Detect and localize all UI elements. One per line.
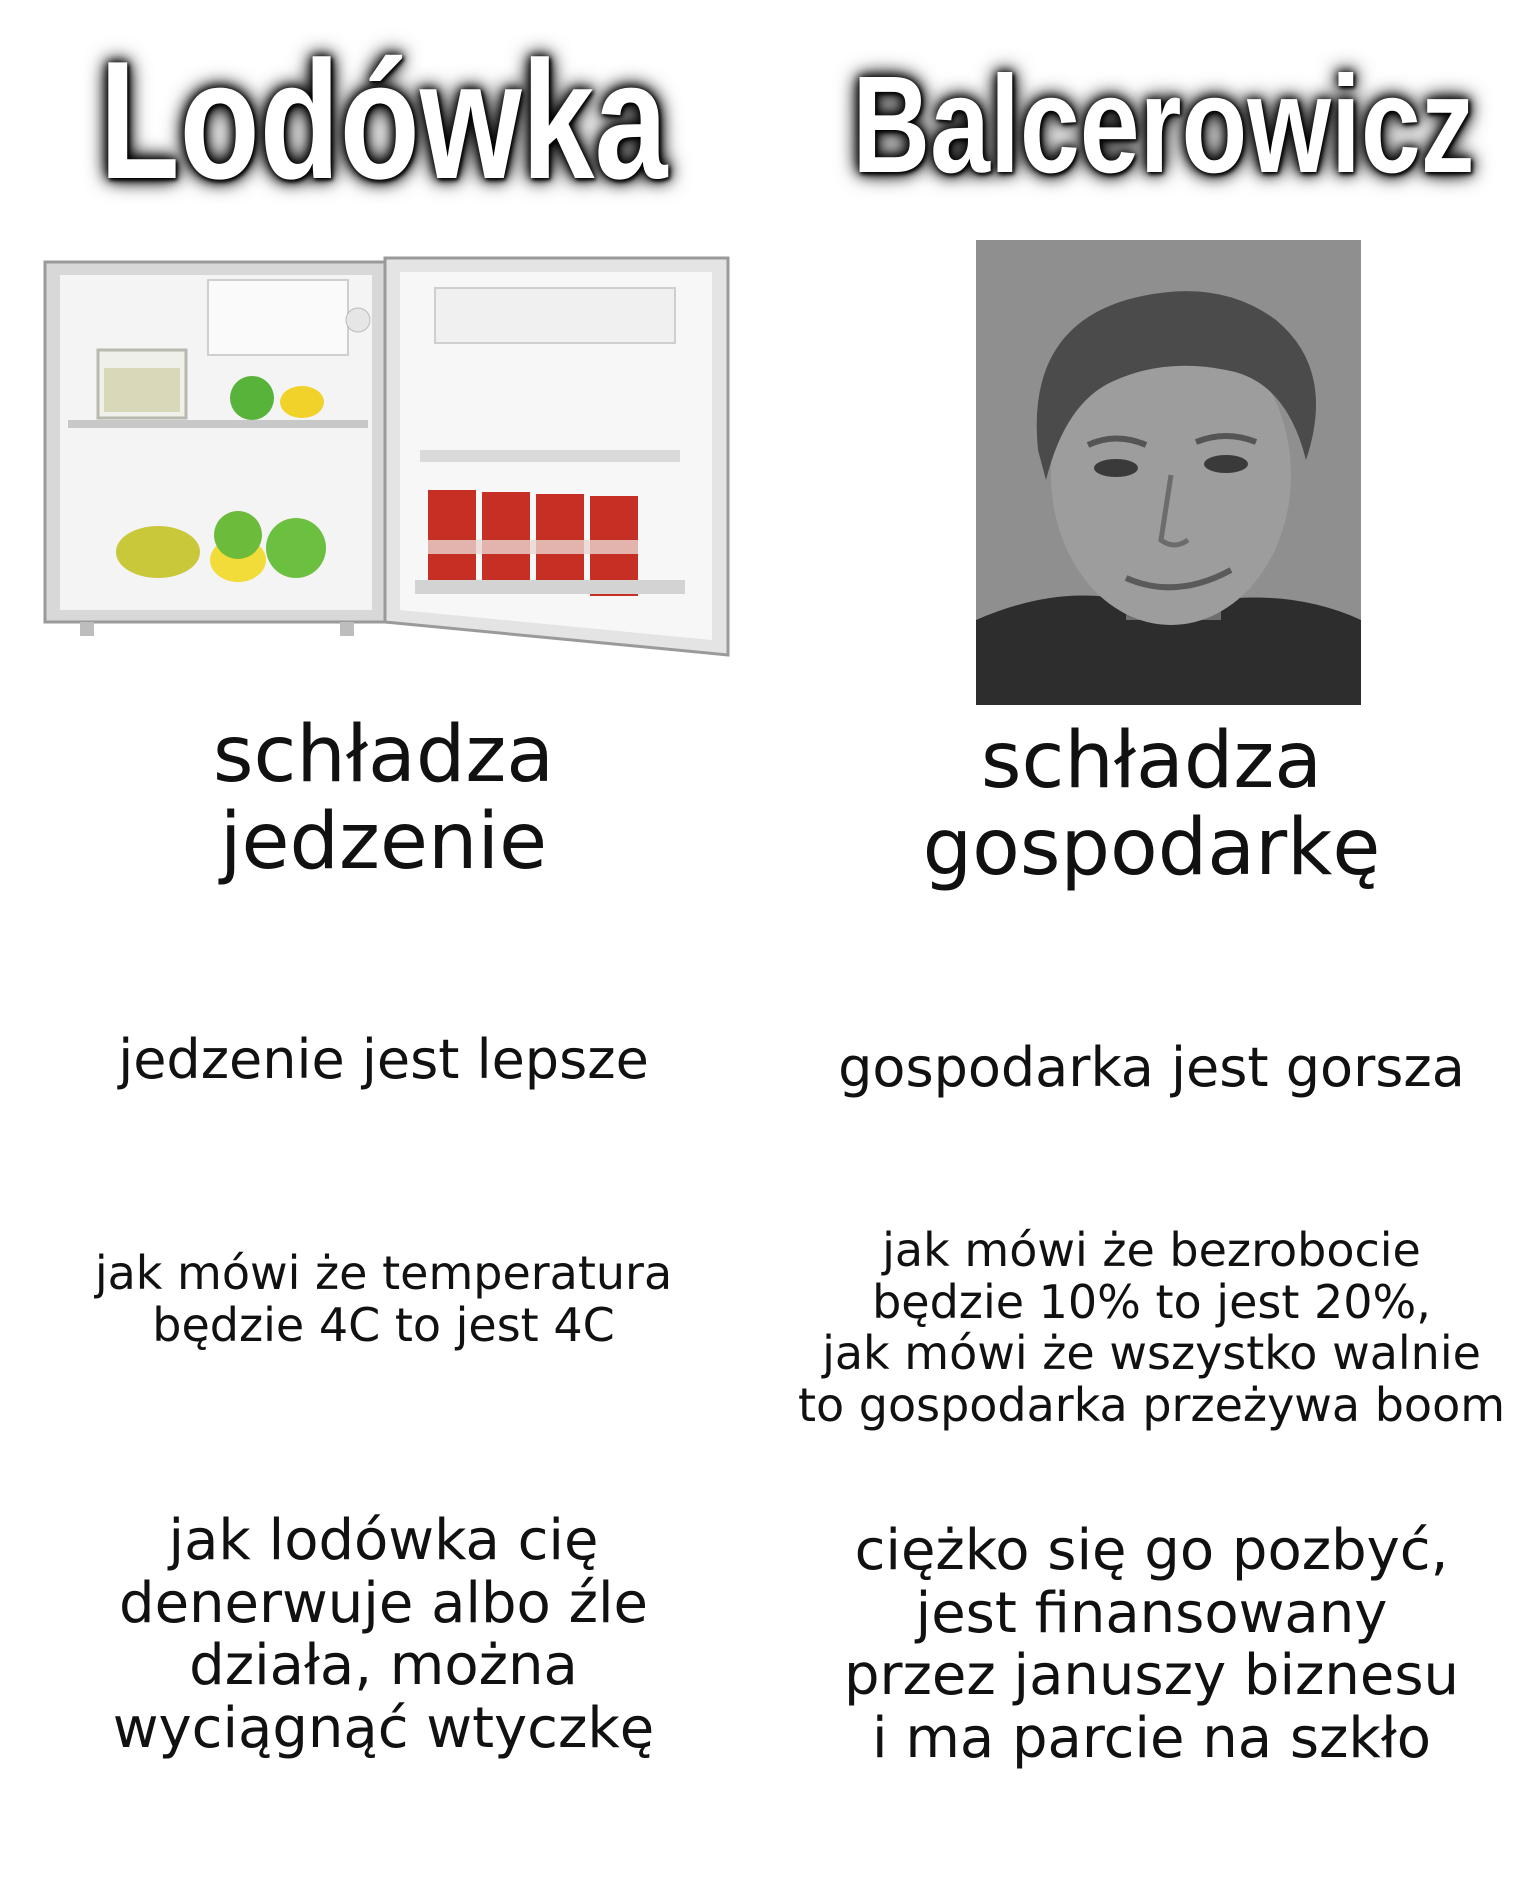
left-heading: Lodówka <box>99 26 668 214</box>
right-column <box>768 0 1535 1901</box>
right-caption-3-line: jak mówi że bezrobocie <box>882 1223 1421 1277</box>
left-caption-4 <box>0 1510 767 1761</box>
portrait-image <box>976 240 1361 705</box>
left-caption-4-line: jak lodówka cię <box>168 1508 599 1573</box>
right-caption-1-line: gospodarkę <box>922 803 1381 894</box>
right-caption-4-line: i ma parcie na szkło <box>871 1706 1432 1772</box>
left-caption-4-line: działa, można <box>189 1633 578 1699</box>
right-caption-4-line: przez januszy biznesu <box>843 1643 1460 1709</box>
right-caption-3-line: będzie 10% to jest 20%, <box>872 1274 1431 1329</box>
left-caption-1-line: jedzenie <box>219 797 548 888</box>
left-caption-2: jedzenie jest lepsze <box>118 1028 649 1091</box>
right-caption-4-line: jest finansowany <box>915 1580 1388 1646</box>
left-caption-4-line: denerwuje albo źle <box>119 1570 648 1636</box>
right-caption-4 <box>768 1520 1535 1771</box>
left-caption-3-line: jak mówi że temperatura <box>94 1246 673 1300</box>
left-caption-3-line: będzie 4C to jest 4C <box>152 1297 615 1352</box>
right-heading: Balcerowicz <box>852 48 1475 202</box>
left-caption-1 <box>0 712 767 887</box>
right-caption-3 <box>768 1225 1535 1431</box>
right-caption-2: gospodarka jest gorsza <box>838 1036 1465 1099</box>
left-caption-3 <box>0 1248 767 1351</box>
left-caption-4-line: wyciągnąć wtyczkę <box>112 1696 655 1762</box>
right-caption-1-line: schładza <box>980 716 1323 806</box>
right-caption-3-line: to gospodarka przeżywa boom <box>797 1377 1506 1432</box>
right-caption-4-line: ciężko się go pozbyć, <box>854 1518 1449 1583</box>
left-caption-1-line: schładza <box>212 710 555 800</box>
right-caption-3-line: jak mówi że wszystko walnie <box>822 1326 1481 1381</box>
left-column <box>0 0 767 1901</box>
right-caption-1 <box>768 718 1535 893</box>
fridge-image <box>40 250 730 670</box>
